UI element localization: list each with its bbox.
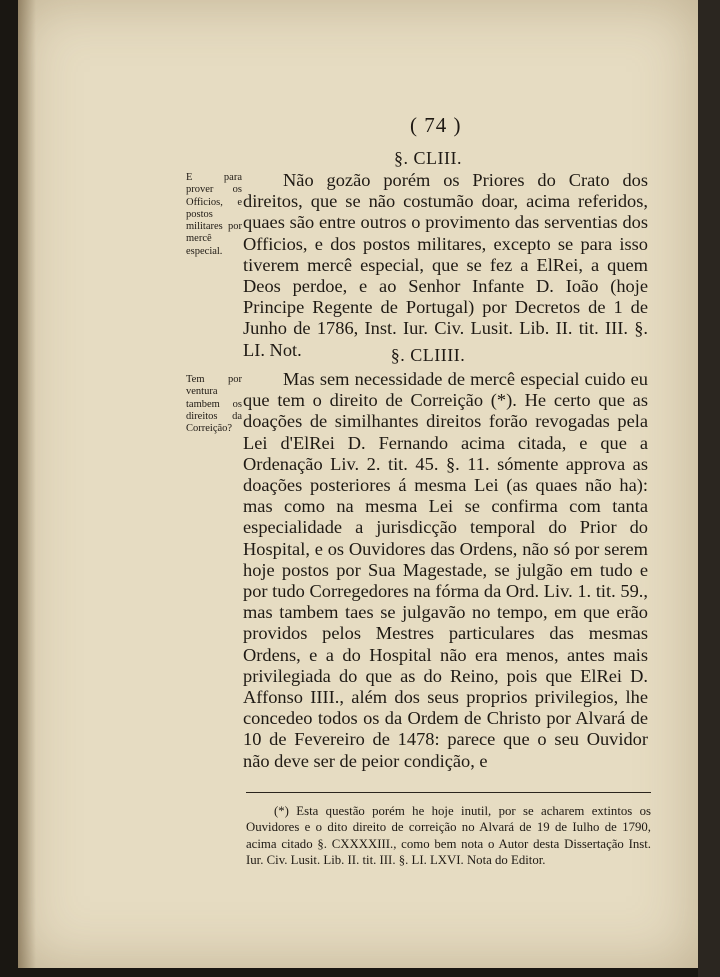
section-text-cliii <box>243 170 648 361</box>
binding-gutter <box>18 0 36 968</box>
section-text-cliiii <box>243 369 648 772</box>
footnote-text: (*) Esta questão porém he hoje inutil, por se acharem extintos os Ouvidores e o dito direito de correição no Alvará de 19 de Iulho de 1790, acima citado §. CXXXXIII., como bem nota o Autor desta Dissertação Inst. Iur. Civ. Lusit. Lib. II. tit. III. §. LI. LXVI. Nota do Editor. <box>246 804 651 867</box>
book-page <box>18 0 698 968</box>
margin-note-cliii: E para prover os Officios, e postos militares por mercê especial. <box>186 172 242 257</box>
footnote <box>246 803 651 868</box>
section-heading-cliii: §. CLIII. <box>394 148 462 168</box>
page-number: ( 74 ) <box>410 113 462 137</box>
margin-note-cliiii: Tem por ventura tambem os direitos da Correição? <box>186 374 242 435</box>
paragraph: Não gozão porém os Priores do Crato dos direitos, que se não costumão doar, acima referidos, quaes são entre outros o provimento das serventias dos Officios, e dos postos militares, excepto se para isso tiverem mercê especial, que se fez a ElRei, a quem Deos perdoe, e ao Senhor Infante D. Ioão (hoje Principe Regente de Portugal) por Decretos de 1 de Junho de 1786, Inst. Iur. Civ. Lusit. Lib. II. tit. III. §. LI. Not. <box>243 170 648 360</box>
paragraph: Mas sem necessidade de mercê especial cuido eu que tem o direito de Correição (*). He certo que as doações de similhantes direitos forão revogadas pela Lei d'ElRei D. Fernando acima citada, e que a Ordenação Liv. 2. tit. 45. §. 11. sómente approva as doações posteriores á mesma Lei (as quaes não ha): mas como na mesma Lei se confirma com tanta especialidade a jurisdicção temporal do Prior do Hospital, e os Ouvidores das Ordens, não só por serem hoje postos por Sua Magestade, se julgão em tudo e por tudo Corregedores na fórma da Ord. Liv. 1. tit. 59., mas tambem taes se julgavão no tempo, em que erão providos pelos Mestres particulares das mesmas Ordens, e a do Hospital não era menos, antes mais privilegiada do que as do Reino, pois que ElRei D. Affonso IIII., além dos seus proprios privilegios, lhe concedeo todos os da Ordem de Christo por Alvará de 10 de Fevereiro de 1478: parece que o seu Ouvidor não deve ser de peior condição, e <box>243 369 648 771</box>
footnote-rule <box>246 792 651 793</box>
page-edge <box>698 0 720 977</box>
section-heading-cliiii: §. CLIIII. <box>390 345 466 365</box>
